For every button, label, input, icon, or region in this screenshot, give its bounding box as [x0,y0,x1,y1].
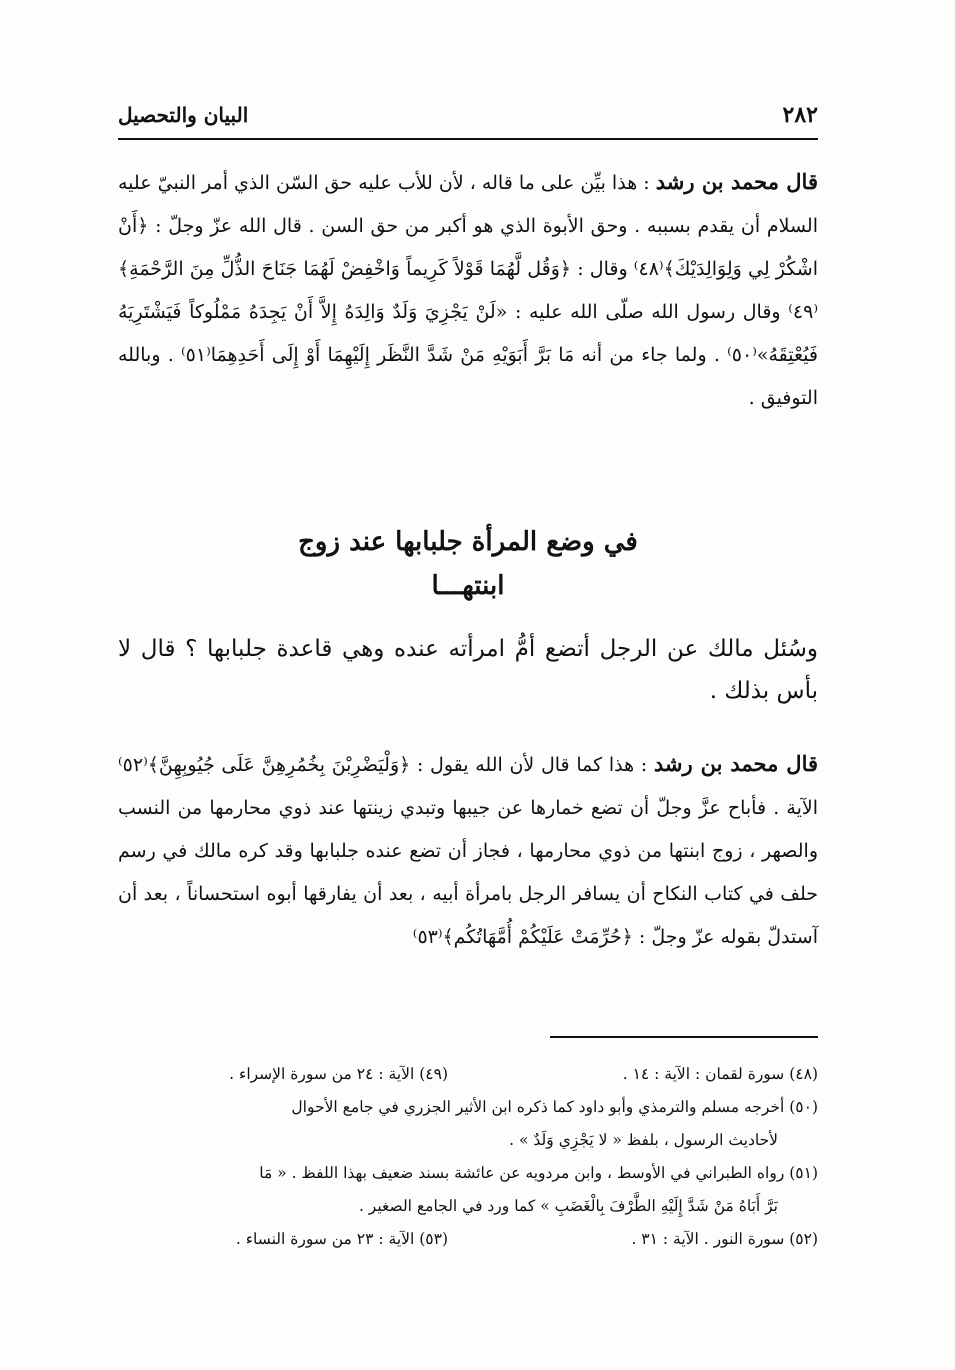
section-heading-line-2: ابنتهـــا [431,571,505,601]
commentary-text: : هذا كما قال لأن الله يقول : ﴿وَلْيَضْرِبْنَ بِخُمُرِهِنَّ عَلَى جُيُوبِهِنَّ﴾⁽٥٢⁾ الآية . فأباح عزَّ وجلّ أن تضع خمارها عن جيبها وتبدي زينتها عند ذوي محارمها من النسب والصهر ، زوج ابنتها من ذوي محارمها ، فجاز أن تضع عنده جلبابها وقد كره مالك في رسم حلف في كتاب النكاح أن يسافر الرجل بامرأة أبيه ، بعد أن يفارقها أبوه استحساناً ، بعد أن آستدلّ بقوله عزّ وجلّ : ﴿حُرِّمَتْ عَلَيْكُمْ أُمَّهَاتُكُم﴾⁽٥٣⁾ [118,754,818,948]
page-number: ٢٨٢ [782,102,818,128]
footnote-52: (٥٢) سورة النور . الآية : ٣١ . [631,1230,818,1248]
footnote-row [118,1058,818,1091]
commentary-lead: قال محمد بن رشد [655,169,818,194]
running-title: البيان والتحصيل [118,103,249,127]
footnote-51-line-1: (٥١) رواه الطبراني في الأوسط ، وابن مردويه عن عائشة بسند ضعيف بهذا اللفظ . « مَا [259,1164,818,1182]
footnotes [118,1058,818,1256]
commentary-lead: قال محمد بن رشد [653,751,819,776]
footnote-51 [118,1157,818,1223]
section-heading-line-1: في وضع المرأة جلبابها عند زوج [298,527,638,557]
commentary-text: : هذا بيِّن على ما قاله ، لأن للأب عليه حق السّن الذي أمر النبيّ عليه السلام أن يقدم بسببه . وحق الأبوة الذي هو أكبر من حق السن . قال الله عزّ وجلّ : ﴿أَنْ اشْكُرْ لِي وَلِوَالِدَيْكَ﴾⁽٤٨⁾ وقال : ﴿وَقُل لَّهُمَا قَوْلاً كَرِيماً وَاخْفِضْ لَهُمَا جَنَاحَ الذُّلِّ مِنَ الرَّحْمَةِ﴾⁽٤٩⁾ وقال رسول الله صلّى الله عليه : «لَنْ يَجْزِيَ وَلَدٌ وَالِدَهُ إِلاَّ أَنْ يَجِدَهُ مَمْلُوكاً فَيَشْتَرِيَهُ فَيُعْتِقَهُ»⁽٥٠⁾ . ولما جاء من أنه مَا بَرَّ أَبَوَيْهِ مَنْ شَدَّ النَّظَر إِلَيْهِمَا أَوْ إِلَى أَحَدِهِمَا⁽٥١⁾ . وبالله التوفيق . [118,172,818,409]
footnote-row [118,1223,818,1256]
question-paragraph: وسُئل مالك عن الرجل أتضع أمُّ امرأته عنده وهي قاعدة جلبابها ؟ قال لا بأس بذلك . [118,636,818,704]
footnote-50-line-2: لأحاديث الرسول ، بلفظ « لا يَجْزِي وَلَدٌ » . [509,1131,778,1149]
footnote-51-line-2: بَرَّ أَبَاهُ مَنْ شَدَّ إِلَيْهِ الطَّرْفَ بِالْغَضَبِ » كما ورد في الجامع الصغير . [358,1197,778,1215]
footnote-53: (٥٣) الآية : ٢٣ من سورة النساء . [235,1230,448,1248]
footnote-50 [118,1091,818,1157]
footnote-divider [550,1036,818,1038]
footnote-48: (٤٨) سورة لقمان : الآية : ١٤ . [622,1065,818,1083]
section-heading [118,520,818,608]
commentary-paragraph-2 [118,742,818,959]
footnote-50-line-1: (٥٠) أخرجه مسلم والترمذي وأبو داود كما ذكره ابن الأثير الجزري في جامع الأحوال [291,1098,818,1116]
commentary-paragraph-1 [118,160,818,420]
footnote-49: (٤٩) الآية : ٢٤ من سورة الإسراء . [229,1065,448,1083]
page-header [118,92,818,140]
